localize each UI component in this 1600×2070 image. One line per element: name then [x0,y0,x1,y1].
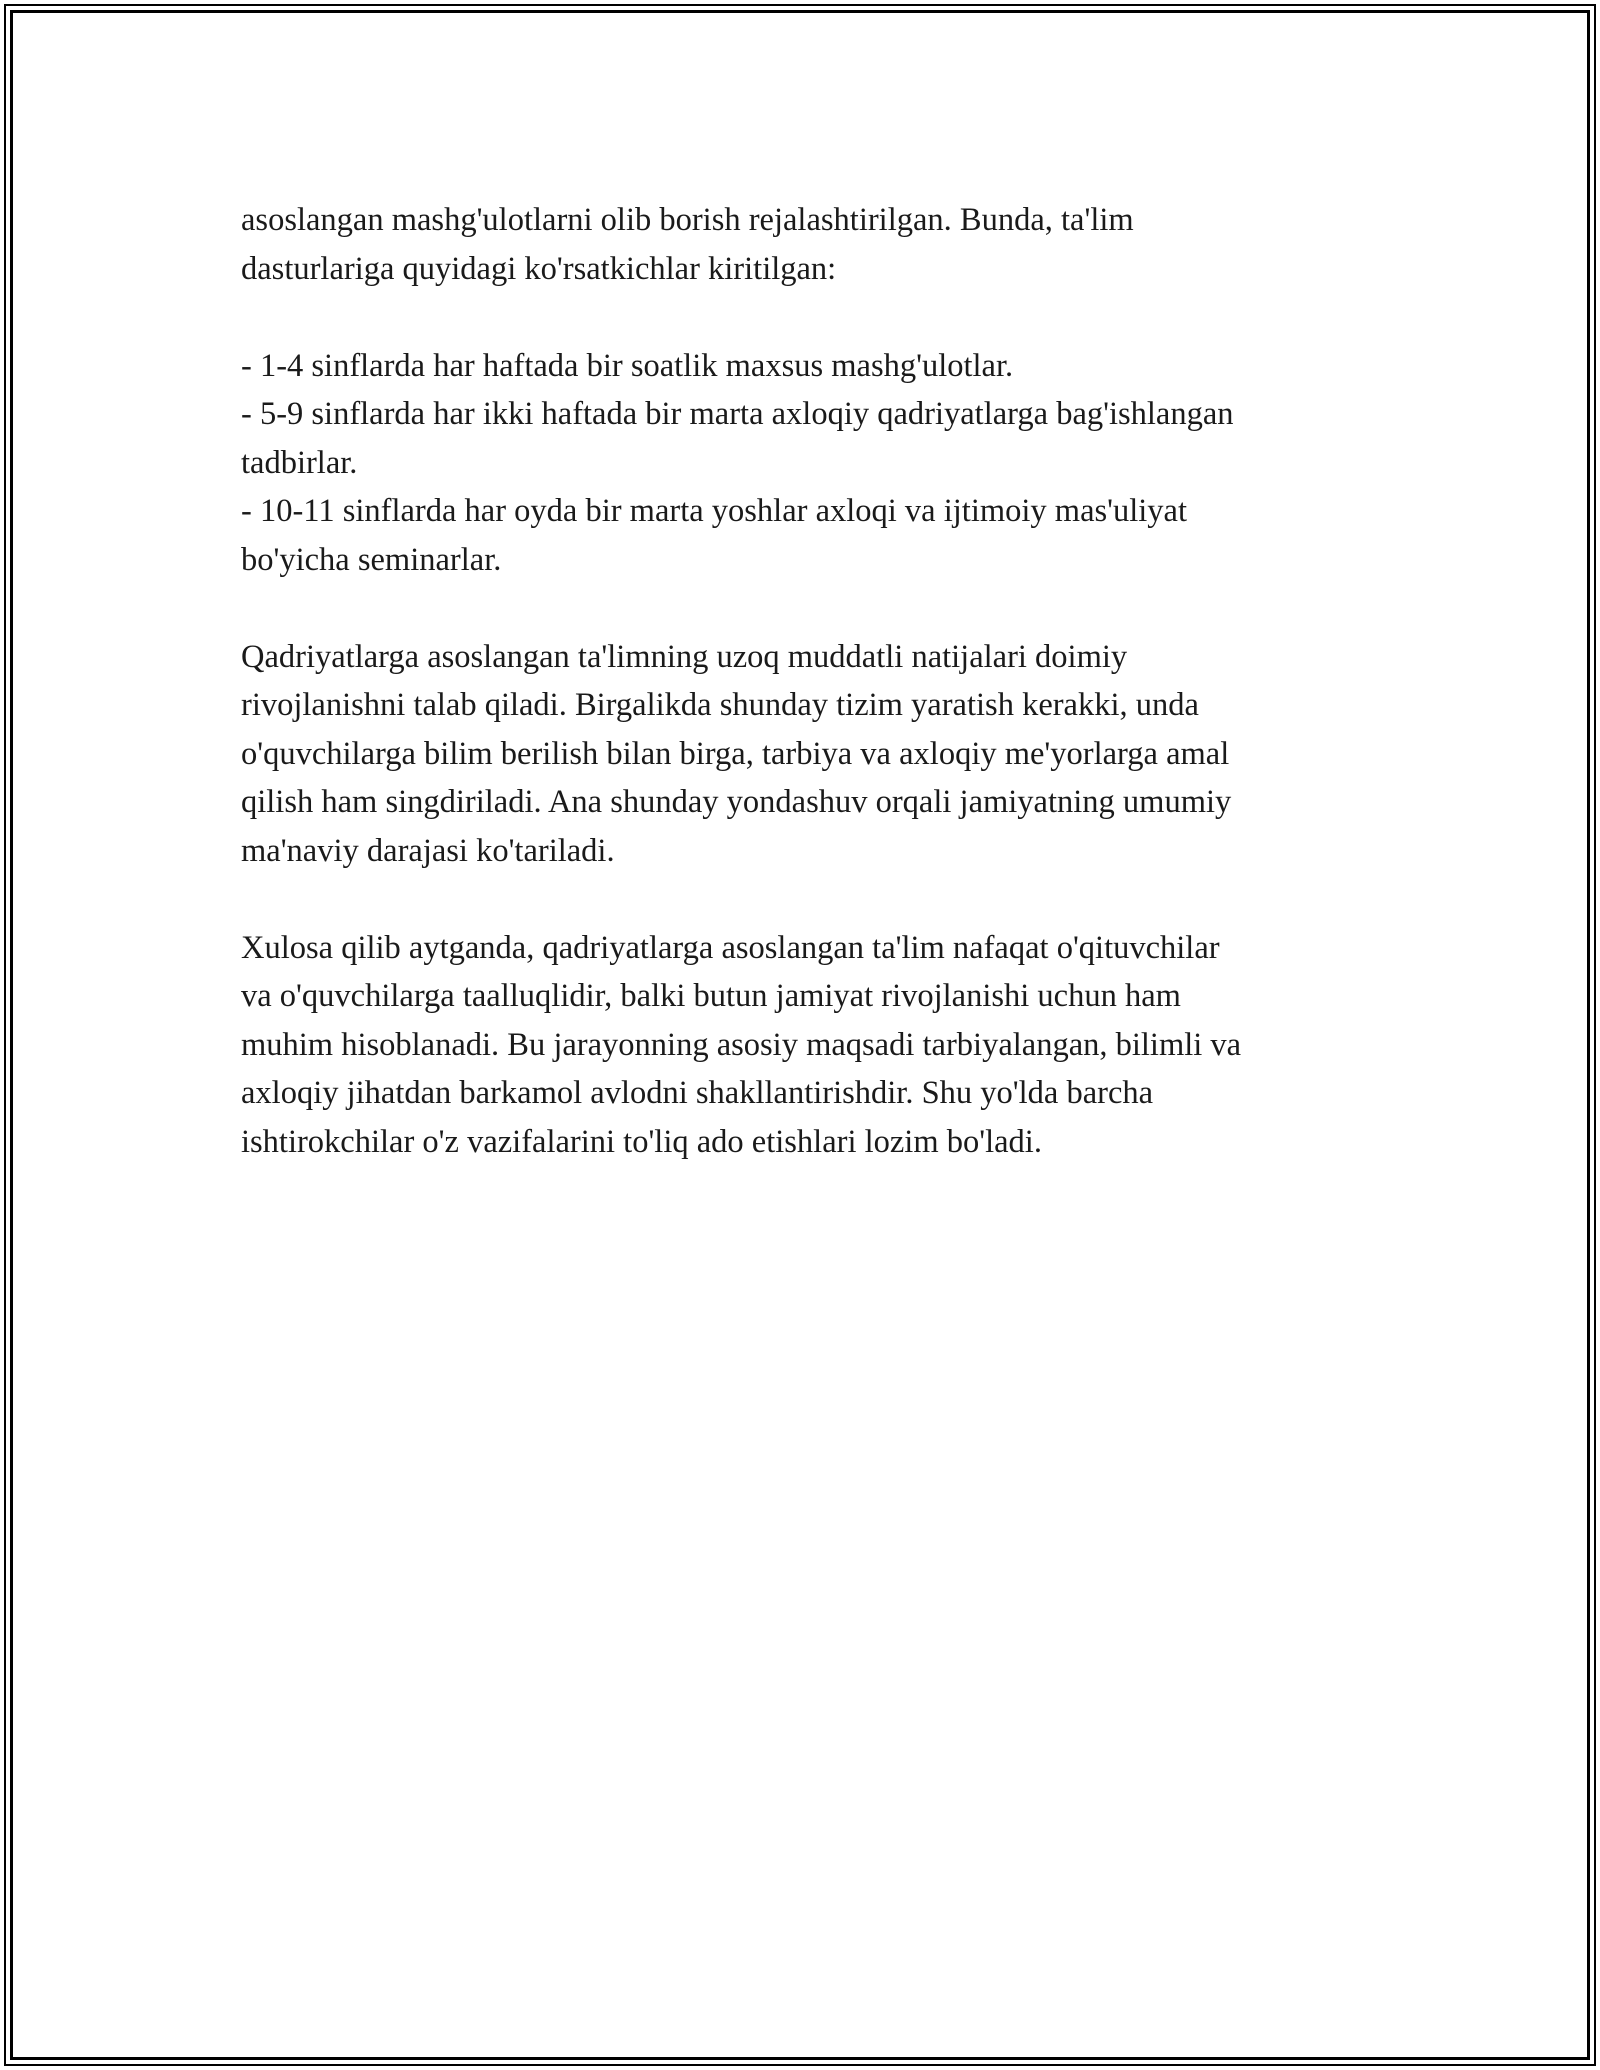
text-line: Xulosa qilib aytganda, qadriyatlarga asoslangan ta'lim nafaqat o'qituvchilar [241,929,1220,966]
text-line: rivojlanishni talab qiladi. Birgalikda shunday tizim yaratish kerakki, unda [241,687,1199,723]
text-line: va o'quvchilarga taalluqlidir, balki butun jamiyat rivojlanishi uchun ham [241,978,1181,1014]
paragraph-gap [241,584,1391,633]
long-term-results-paragraph [241,633,1391,876]
list-item: - 1-4 sinflarda har haftada bir soatlik maxsus mashg'ulotlar. [241,347,1014,384]
text-line: muhim hisoblanadi. Bu jarayonning asosiy maqsadi tarbiyalangan, bilimli va [241,1026,1242,1063]
text-line: asoslangan mashg'ulotlarni olib borish rejalashtirilgan. Bunda, ta'lim [241,202,1134,238]
list-item: - 5-9 sinflarda har ikki haftada bir marta axloqiy qadriyatlarga bag'ishlangan [241,396,1234,432]
conclusion-paragraph [241,924,1391,1167]
class-schedule-list [241,342,1391,585]
list-item-continuation: tadbirlar. [241,444,358,481]
text-line: ma'naviy darajasi ko'tariladi. [241,832,615,869]
paragraph-gap [241,875,1391,924]
list-item: - 10-11 sinflarda har oyda bir marta yoshlar axloqi va ijtimoiy mas'uliyat [241,493,1188,529]
text-line: o'quvchilarga bilim berilish bilan birga, tarbiya va axloqiy me'yorlarga amal [241,735,1230,772]
intro-paragraph [241,196,1391,293]
paragraph-gap [241,293,1391,342]
list-item-continuation: bo'yicha seminarlar. [241,541,502,578]
text-line: qilish ham singdiriladi. Ana shunday yondashuv orqali jamiyatning umumiy [241,784,1232,820]
text-line: ishtirokchilar o'z vazifalarini to'liq ado etishlari lozim bo'ladi. [241,1123,1042,1160]
text-line: dasturlariga quyidagi ko'rsatkichlar kiritilgan: [241,250,837,287]
document-body [241,196,1391,1166]
text-line: axloqiy jihatdan barkamol avlodni shakllantirishdir. Shu yo'lda barcha [241,1075,1154,1111]
page-border [4,4,1596,2066]
text-line: Qadriyatlarga asoslangan ta'limning uzoq muddatli natijalari doimiy [241,638,1128,675]
